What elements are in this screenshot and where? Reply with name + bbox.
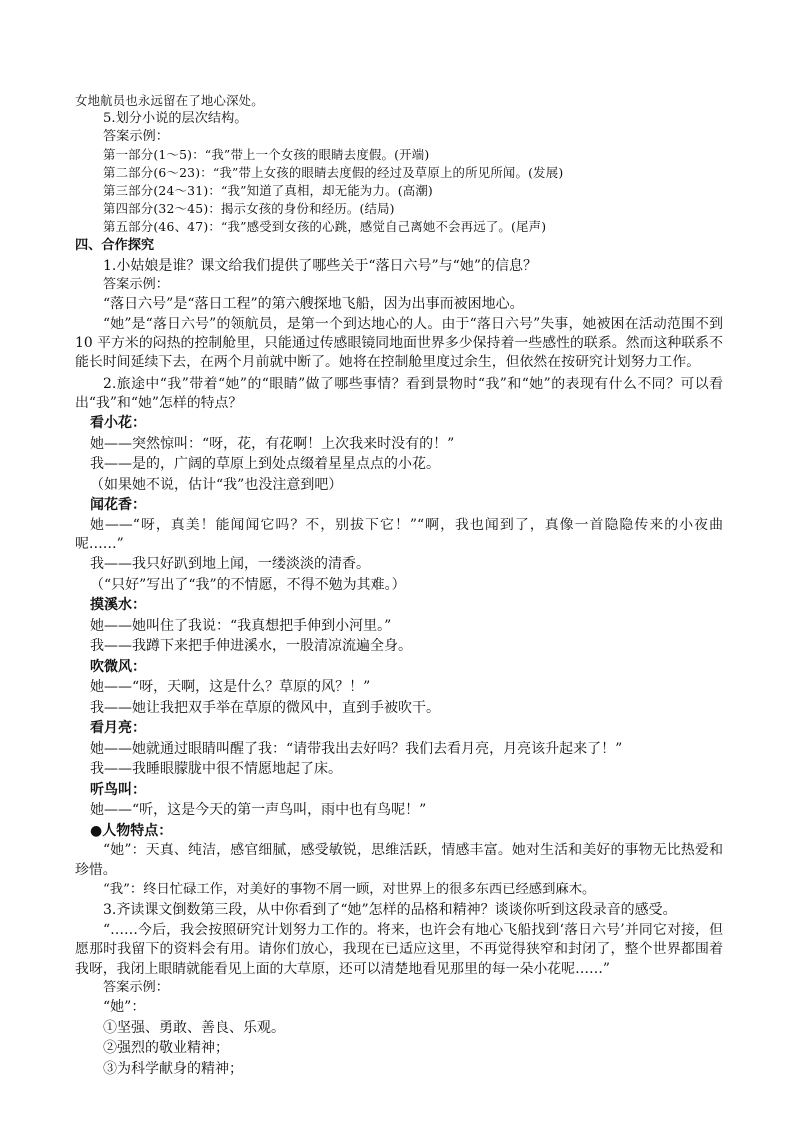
dialogue-line: 她——“呀，天啊，这是什么？草原的风？！”: [90, 679, 371, 696]
dialogue-line: 我——我只好趴到地上闻，一缕淡淡的清香。: [90, 556, 370, 573]
answer-subject: “她”：: [103, 999, 146, 1016]
dialogue-line: 她——她叫住了我说：“我真想把手伸到小河里。”: [90, 617, 392, 634]
subheading-moon: 看月亮：: [90, 720, 146, 737]
dialogue-line: 她——突然惊叫：“呀，花，有花啊！上次我来时没有的！”: [90, 435, 455, 452]
answer-label: 答案示例：: [103, 979, 169, 995]
trait-paragraph: “她”：天真、纯洁，感官细腻，感受敏锐，思维活跃，情感丰富。她对生活和美好的事物无比热爱和珍惜。: [75, 842, 723, 878]
answer-paragraph: “落日六号”是“落日工程”的第六艘探地飞船，因为出事而被困地心。: [103, 296, 524, 313]
subheading-stream: 摸溪水：: [90, 597, 146, 614]
answer-item: ③为科学献身的精神；: [103, 1060, 243, 1077]
dialogue-line: 她——“呀，真美！能闻闻它吗？不，别拔下它！”“啊，我也闻到了，真像一首隐隐传来的小夜曲呢……”: [75, 516, 723, 553]
dialogue-line: 我——我睡眼朦胧中很不情愿地起了床。: [90, 761, 342, 778]
question-1: 1.小姑娘是谁？课文给我们提供了哪些关于“落日六号”与“她”的信息？: [103, 257, 537, 274]
document-page: [75, 92, 723, 1079]
structure-part-5: 第五部分(46、47)：“我”感受到女孩的心跳，感觉自己离她不会再远了。(尾声): [103, 219, 547, 235]
subheading-traits: ●人物特点：: [90, 822, 173, 839]
subheading-smell: 闻花香：: [90, 497, 146, 514]
subheading-flower: 看小花：: [90, 415, 146, 432]
dialogue-line: 我——是的，广阔的草原上到处点缀着星星点点的小花。: [90, 456, 440, 473]
structure-part-1: 第一部分(1～5)：“我”带上一个女孩的眼睛去度假。(开端): [103, 147, 430, 163]
subheading-wind: 吹微风：: [90, 658, 146, 675]
section-heading: 四、合作探究: [75, 238, 155, 254]
question-2: 2.旅途中“我”带着“她”的“眼睛”做了哪些事情？看到景物时“我”和“她”的表现有什么不同？可以看出“我”和“她”怎样的特点？: [75, 375, 723, 411]
subheading-bird: 听鸟叫：: [90, 781, 146, 798]
answer-item: ②强烈的敬业精神；: [103, 1040, 229, 1057]
question-5: 5.划分小说的层次结构。: [103, 111, 248, 126]
answer-label: 答案示例：: [103, 277, 169, 293]
answer-label: 答案示例：: [103, 129, 169, 145]
dialogue-line: 她——她就通过眼睛叫醒了我：“请带我出去好吗？我们去看月亮，月亮该升起来了！”: [90, 740, 623, 757]
structure-part-2: 第二部分(6～23)：“我”带上女孩的眼睛去度假的经过及草原上的所见所闻。(发展): [103, 165, 564, 181]
quote-paragraph: “……今后，我会按照研究计划努力工作的。将来，也许会有地心飞船找到‘落日六号’并同它对接，但愿那时我留下的资料会有用。请你们放心，我现在已适应这里，不再觉得狭窄和封闭了，整个世界都围着我呀，我闭上眼睛就能看见上面的大草原，还可以清楚地看见那里的每一朵小花呢……”: [75, 921, 723, 977]
structure-part-3: 第三部分(24～31)：“我”知道了真相，却无能为力。(高潮): [103, 183, 433, 199]
dialogue-line: 我——我蹲下来把手伸进溪水，一股清凉流遍全身。: [90, 638, 412, 655]
note-line: （如果她不说，估计“我”也没注意到吧）: [90, 476, 343, 493]
continuation-line: 女地航员也永远留在了地心深处。: [75, 93, 264, 108]
note-line: （“只好”写出了“我”的不情愿，不得不勉为其难。）: [90, 576, 406, 593]
structure-part-4: 第四部分(32～45)：揭示女孩的身份和经历。(结局): [103, 201, 395, 217]
answer-paragraph: “她”是“落日六号”的领航员，是第一个到达地心的人。由于“落日六号”失事，她被困在活动范围不到 10 平方米的闷热的控制舱里，只能通过传感眼镜同地面世界多少保持着一些感性的联系。然而这种联系不能长时间延续下去，在两个月前就中断了。她将在控制舱里度过余生，但依然在按研究计划努力工作。: [75, 315, 723, 371]
dialogue-line: 我——她让我把双手举在草原的微风中，直到手被吹干。: [90, 699, 440, 716]
question-3: 3.齐读课文倒数第三段，从中你看到了“她”怎样的品格和精神？谈谈你听到这段录音的感受。: [103, 902, 677, 919]
trait-paragraph: “我”：终日忙碌工作，对美好的事物不屑一顾，对世界上的很多东西已经感到麻木。: [103, 881, 596, 897]
answer-item: ①坚强、勇敢、善良、乐观。: [103, 1019, 285, 1036]
dialogue-line: 她——“听，这是今天的第一声鸟叫，雨中也有鸟呢！”: [90, 802, 427, 819]
